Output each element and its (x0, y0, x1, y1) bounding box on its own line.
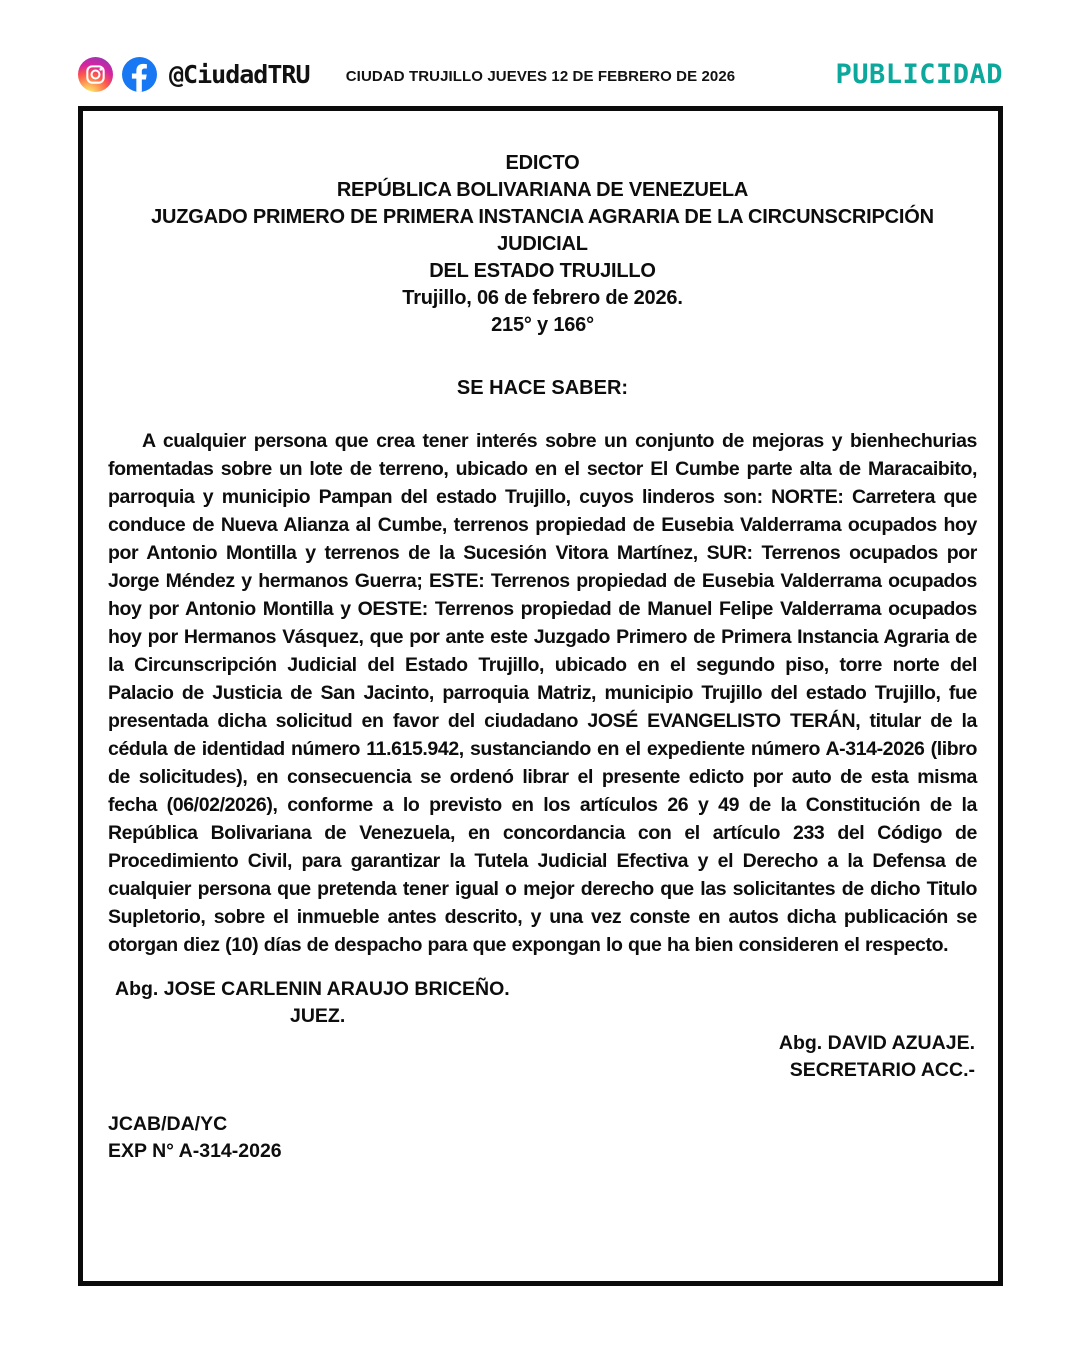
notice-box (78, 106, 1003, 1286)
secretary-name: Abg. DAVID AZUAJE. (778, 1032, 975, 1054)
masthead-date: CIUDAD TRUJILLO JUEVES 12 DE FEBRERO DE 2026 (345, 68, 736, 85)
notice-title-years: 215° y 166° (491, 314, 594, 336)
case-initials: JCAB/DA/YC (108, 1113, 228, 1135)
publicidad-label: PUBLICIDAD (835, 59, 1003, 90)
masthead (78, 57, 1003, 97)
instagram-icon (78, 57, 113, 92)
expedient-number: EXP N° A-314-2026 (108, 1140, 282, 1162)
social-row (78, 57, 310, 92)
notice-title-edicto: EDICTO (505, 152, 580, 174)
secretary-title: SECRETARIO ACC.- (789, 1059, 975, 1081)
notice-title-republic: REPÚBLICA BOLIVARIANA DE VENEZUELA (336, 179, 749, 201)
notice-title-date: Trujillo, 06 de febrero de 2026. (402, 287, 683, 309)
facebook-icon (122, 57, 157, 92)
signature-block (108, 976, 977, 1165)
notice-title-state: DEL ESTADO TRUJILLO (429, 260, 656, 282)
notice-subject: SE HACE SABER: (456, 377, 629, 399)
judge-title: JUEZ. (290, 1005, 346, 1027)
judge-name: Abg. JOSE CARLENIN ARAUJO BRICEÑO. (115, 978, 510, 1000)
social-handle: @CiudadTRU (169, 60, 310, 89)
notice-body: A cualquier persona que crea tener interés sobre un conjunto de mejoras y bienhechurias fomentadas sobre un lote de terreno, ubicado en el sector El Cumbe parte alta de Maracaibito, parroquia y municipio Pampan del estado Trujillo, cuyos linderos son: NORTE: Carretera que conduce de Nueva Alianza al Cumbe, terrenos propiedad de Eusebia Valderrama ocupados hoy por Antonio Montilla y terrenos de la Sucesión Vitora Martínez, SUR: Terrenos ocupados por Jorge Méndez y hermanos Guerra; ESTE: Terrenos propiedad de Eusebia Valderrama ocupados hoy por Antonio Montilla y OESTE: Terrenos propiedad de Manuel Felipe Valderrama ocupados hoy por Hermanos Vásquez, que por ante este Juzgado Primero de Primera Instancia Agraria de la Circunscripción Judicial del Estado Trujillo, ubicado en el segundo piso, torre norte del Palacio de Justicia de San Jacinto, parroquia Matriz, municipio Trujillo del estado Trujillo, fue presentada dicha solicitud en favor del ciudadano JOSÉ EVANGELISTO TERÁN, titular de la cédula de identidad número 11.615.942, sustanciando en el expediente número A-314-2026 (libro de solicitudes), en consecuencia se ordenó librar el presente edicto por auto de esta misma fecha (06/02/2026), conforme a lo previsto en los artículos 26 y 49 de la Constitución de la República Bolivariana de Venezuela, en concordancia con el artículo 233 del Código de Procedimiento Civil, para garantizar la Tutela Judicial Efectiva y el Derecho a la Defensa de cualquier persona que pretenda tener igual o mejor derecho que las solicitantes de dicho Titulo Supletorio, sobre el inmueble antes descrito, y una vez conste en autos dicha publicación se otorgan diez (10) días de despacho para que expongan lo que ha bien consideren el respecto. (108, 430, 977, 956)
notice-title-court: JUZGADO PRIMERO DE PRIMERA INSTANCIA AGRARIA DE LA CIRCUNSCRIPCIÓN JUDICIAL (151, 206, 934, 255)
